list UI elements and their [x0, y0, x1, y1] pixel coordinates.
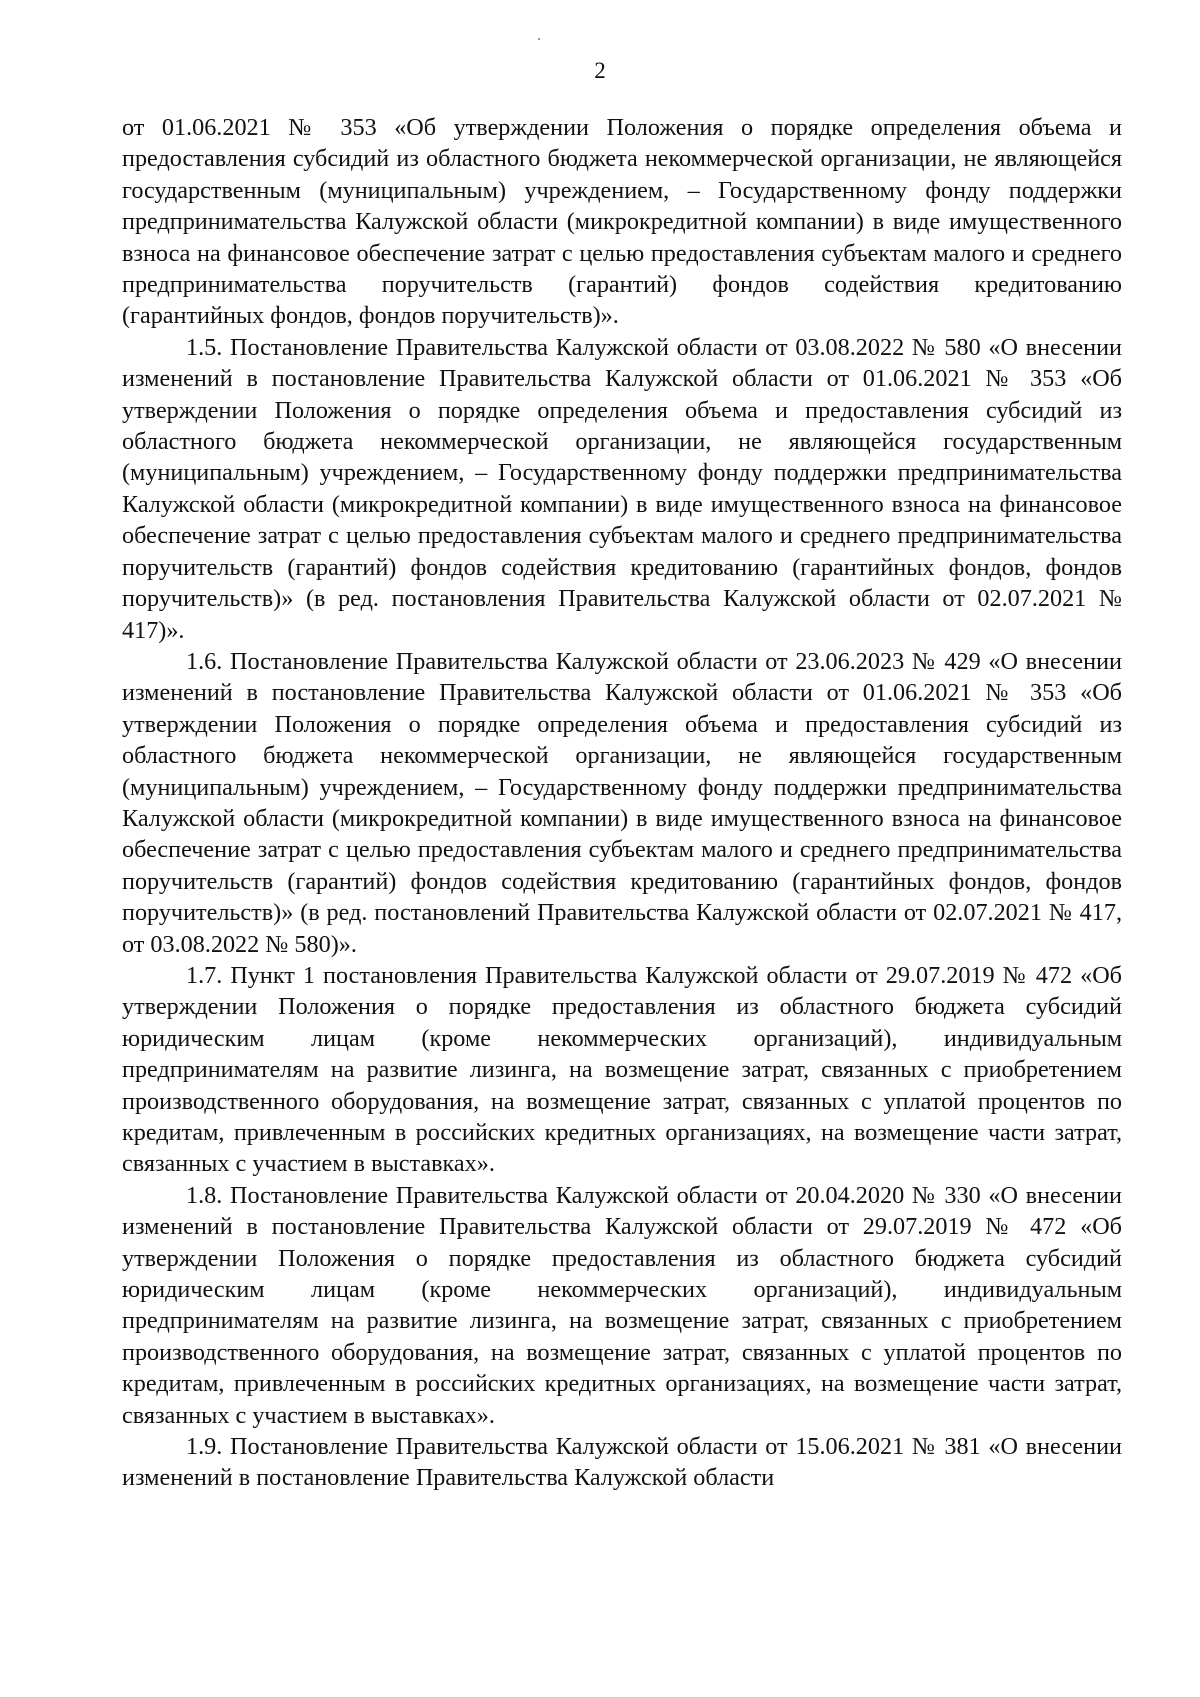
paragraph-item-1-9: 1.9. Постановление Правительства Калужской области от 15.06.2021 № 381 «О внесении изменений в постановление Правительства Калужской области	[122, 1433, 1122, 1492]
document-body	[122, 112, 1122, 1494]
paragraph-item-1-8: 1.8. Постановление Правительства Калужской области от 20.04.2020 № 330 «О внесении изменений в постановление Правительства Калужской области от 29.07.2019 № 472 «Об утверждении Положения о порядке предоставления из областного бюджета субсидий юридическим лицам (кроме некоммерческих организаций), индивидуальным предпринимателям на развитие лизинга, на возмещение затрат, связанных с приобретением производственного оборудования, на возмещение затрат, связанных с уплатой процентов по кредитам, привлеченным в российских кредитных организациях, на возмещение части затрат, связанных с участием в выставках».	[122, 1181, 1122, 1429]
page-number: 2	[594, 58, 606, 83]
paragraph-item-1-5: 1.5. Постановление Правительства Калужской области от 03.08.2022 № 580 «О внесении изменений в постановление Правительства Калужской области от 01.06.2021 № 353 «Об утверждении Положения о порядке определения объема и предоставления субсидий из областного бюджета некоммерческой организации, не являющейся государственным (муниципальным) учреждением, – Государственному фонду поддержки предпринимательства Калужской области (микрокредитной компании) в виде имущественного взноса на финансовое обеспечение затрат с целью предоставления субъектам малого и среднего предпринимательства поручительств (гарантий) фондов содействия кредитованию (гарантийных фондов, фондов поручительств)» (в ред. постановления Правительства Калужской области от 02.07.2021 № 417)».	[122, 333, 1122, 644]
scan-speck	[538, 38, 540, 40]
paragraph-item-1-7: 1.7. Пункт 1 постановления Правительства Калужской области от 29.07.2019 № 472 «Об утверждении Положения о порядке предоставления из областного бюджета субсидий юридическим лицам (кроме некоммерческих организаций), индивидуальным предпринимателям на развитие лизинга, на возмещение затрат, связанных с приобретением производственного оборудования, на возмещение затрат, связанных с уплатой процентов по кредитам, привлеченным в российских кредитных организациях, на возмещение части затрат, связанных с участием в выставках».	[122, 961, 1122, 1178]
paragraph-continuation: от 01.06.2021 № 353 «Об утверждении Положения о порядке определения объема и предоставления субсидий из областного бюджета некоммерческой организации, не являющейся государственным (муниципальным) учреждением, – Государственному фонду поддержки предпринимательства Калужской области (микрокредитной компании) в виде имущественного взноса на финансовое обеспечение затрат с целью предоставления субъектам малого и среднего предпринимательства поручительств (гарантий) фондов содействия кредитованию (гарантийных фондов, фондов поручительств)».	[122, 114, 1122, 330]
paragraph-item-1-6: 1.6. Постановление Правительства Калужской области от 23.06.2023 № 429 «О внесении изменений в постановление Правительства Калужской области от 01.06.2021 № 353 «Об утверждении Положения о порядке определения объема и предоставления субсидий из областного бюджета некоммерческой организации, не являющейся государственным (муниципальным) учреждением, – Государственному фонду поддержки предпринимательства Калужской области (микрокредитной компании) в виде имущественного взноса на финансовое обеспечение затрат с целью предоставления субъектам малого и среднего предпринимательства поручительств (гарантий) фондов содействия кредитованию (гарантийных фондов, фондов поручительств)» (в ред. постановлений Правительства Калужской области от 02.07.2021 № 417, от 03.08.2022 № 580)».	[122, 647, 1122, 958]
